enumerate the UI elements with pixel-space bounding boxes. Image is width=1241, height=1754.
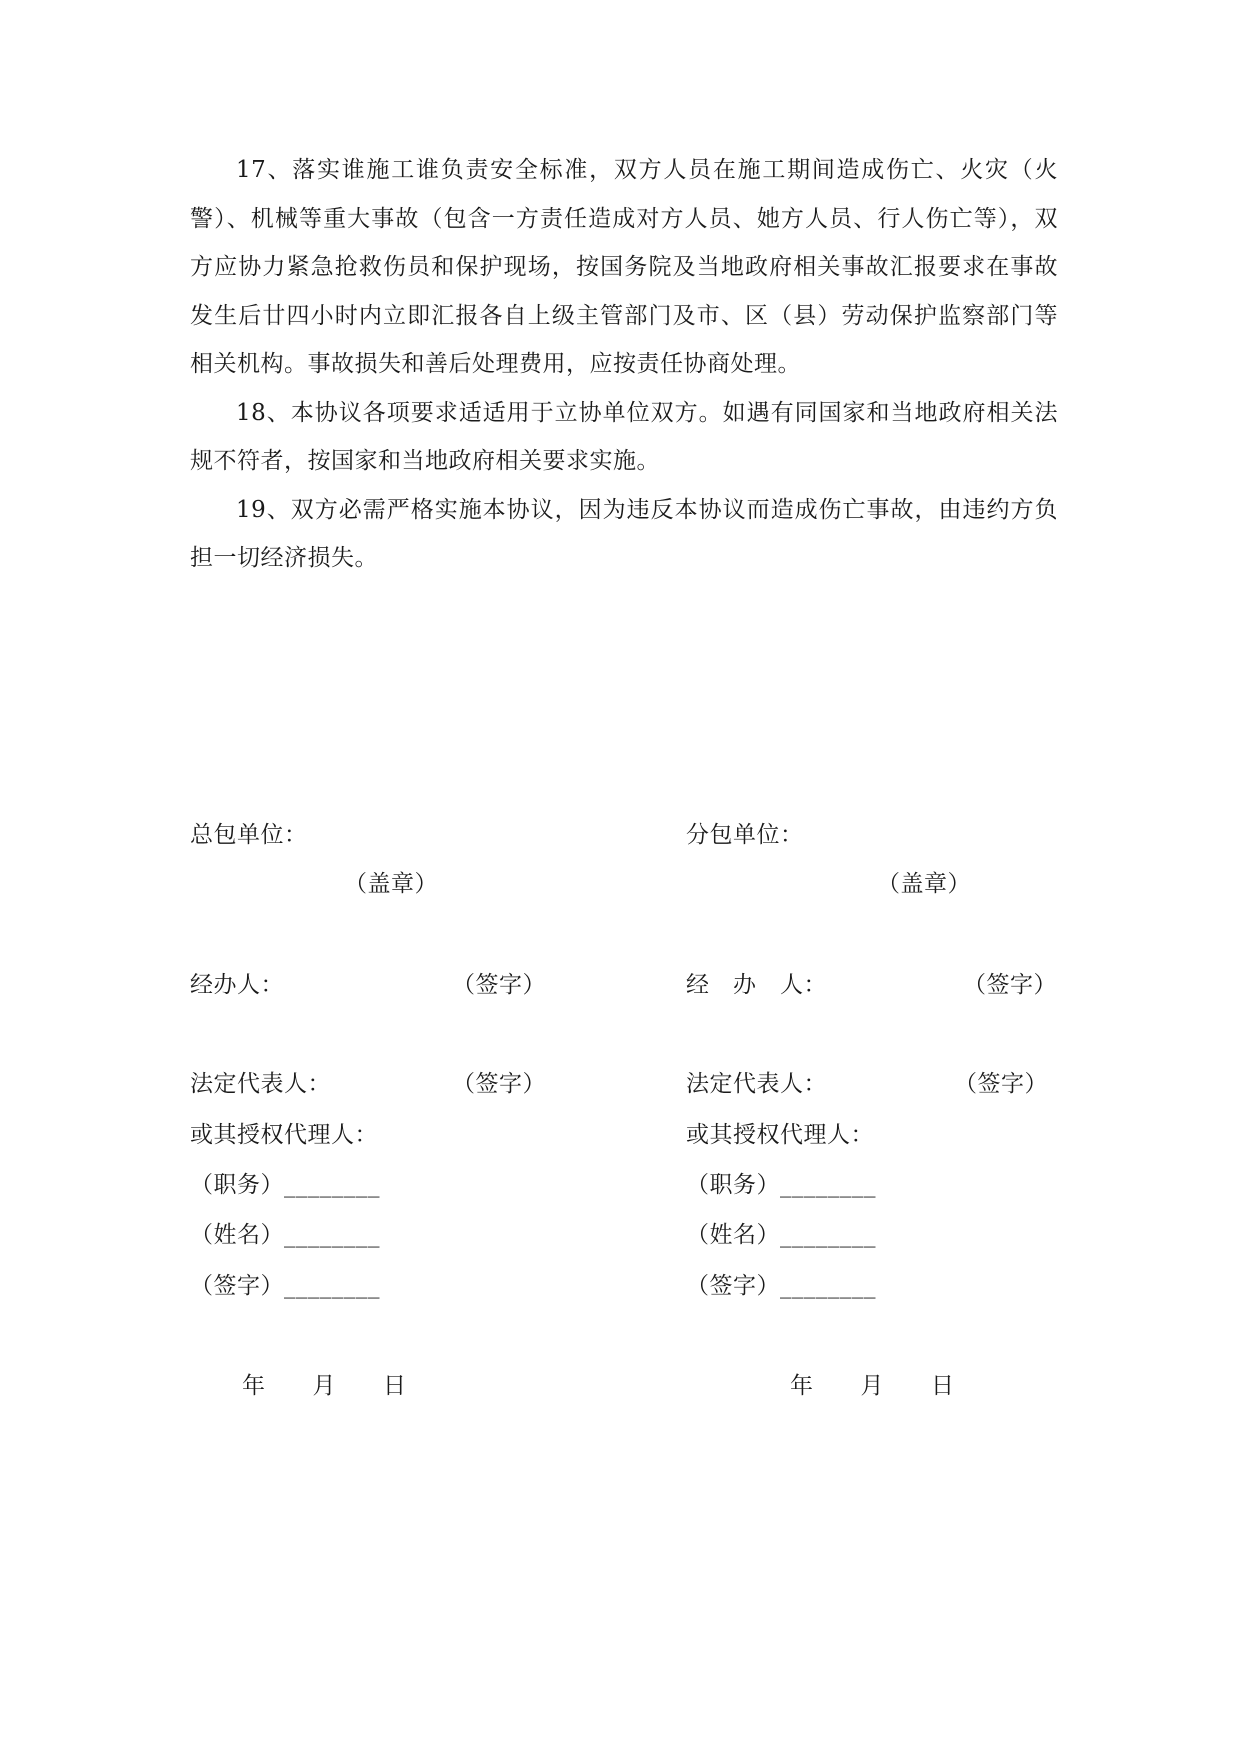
left-handler-label: 经办人： <box>190 972 284 998</box>
general-contractor-label: 总包单位： <box>190 822 308 848</box>
clause-19: 19、双方必需严格实施本协议，因为违反本协议而造成伤亡事故，由违约方负担一切经济损失。 <box>190 496 1058 571</box>
left-legal-rep-sign: （签字） <box>452 1071 546 1097</box>
left-seal-label: （盖章） <box>344 871 438 897</box>
right-signature-line: （签字）________ <box>686 1273 876 1299</box>
subcontractor-label: 分包单位： <box>686 822 804 848</box>
right-handler-label: 经 办 人： <box>686 972 827 998</box>
left-date: 年 月 日 <box>242 1373 407 1399</box>
left-authorized-label: 或其授权代理人： <box>190 1122 378 1148</box>
agreement-clauses <box>190 146 1058 583</box>
right-name-line: （姓名）________ <box>686 1222 876 1248</box>
left-signature-line: （签字）________ <box>190 1273 380 1299</box>
right-legal-rep-label: 法定代表人： <box>686 1071 827 1097</box>
right-date: 年 月 日 <box>790 1373 955 1399</box>
right-authorized-label: 或其授权代理人： <box>686 1122 874 1148</box>
left-position-line: （职务）________ <box>190 1172 380 1198</box>
left-handler-sign: （签字） <box>452 972 546 998</box>
clause-17: 17、落实谁施工谁负责安全标准，双方人员在施工期间造成伤亡、火灾（火警）、机械等重大事故（包含一方责任造成对方人员、她方人员、行人伤亡等），双方应协力紧急抢救伤员和保护现场，按国务院及当地政府相关事故汇报要求在事故发生后廿四小时内立即汇报各自上级主管部门及市、区（县）劳动保护监察部门等相关机构。事故损失和善后处理费用，应按责任协商处理。 <box>190 157 1058 377</box>
right-seal-label: （盖章） <box>877 871 971 897</box>
right-legal-rep-sign: （签字） <box>954 1071 1048 1097</box>
left-legal-rep-label: 法定代表人： <box>190 1071 331 1097</box>
right-position-line: （职务）________ <box>686 1172 876 1198</box>
clause-18: 18、本协议各项要求适适用于立协单位双方。如遇有同国家和当地政府相关法规不符者，按国家和当地政府相关要求实施。 <box>190 399 1058 474</box>
left-name-line: （姓名）________ <box>190 1222 380 1248</box>
right-handler-sign: （签字） <box>963 972 1057 998</box>
